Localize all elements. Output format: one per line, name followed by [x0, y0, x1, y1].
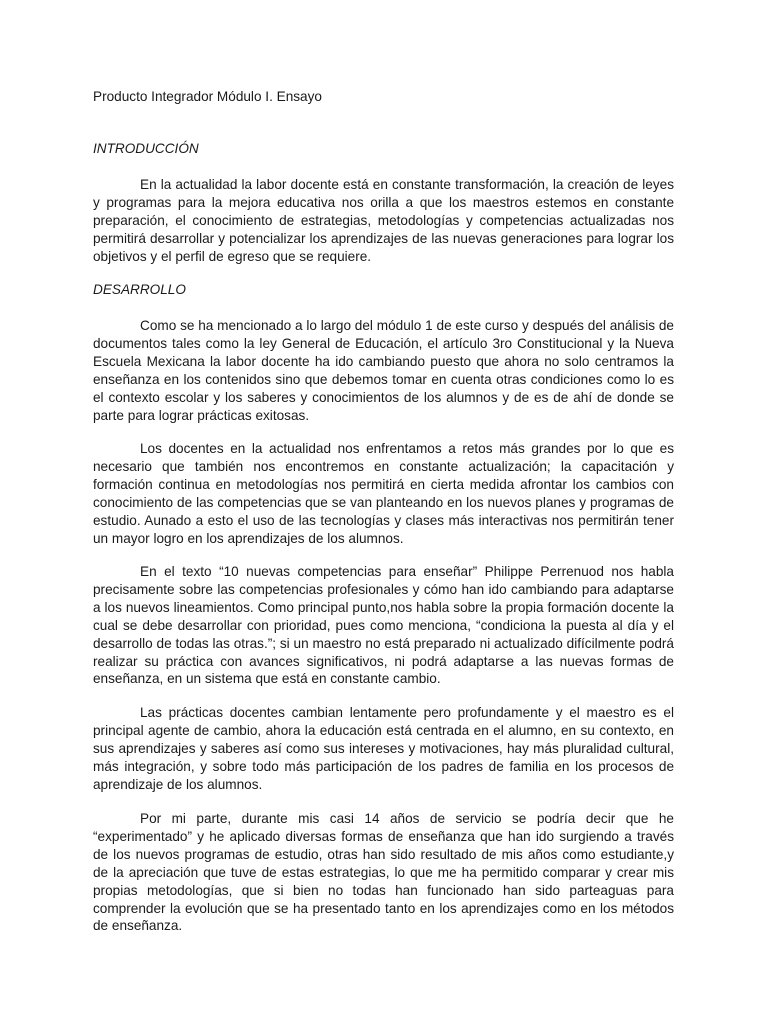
- paragraph-desarrollo-5: Por mi parte, durante mis casi 14 años de servicio se podría decir que he “experimentado” y he aplicado diversas formas de enseñanza que han ido surgiendo a través de los nuevos programas de estudio, otras han sido resultado de mis años como estudiante,y de la apreciación que tuve de estas estrategias, lo que me ha permitido comparar y crear mis propias metodologías, que si bien no todas han funcionado han sido parteaguas para comprender la evolución que se ha presentado tanto en los aprendizajes como en los métodos de enseñanza.: [93, 811, 674, 934]
- paragraph-desarrollo-3: En el texto “10 nuevas competencias para enseñar” Philippe Perrenuod nos habla precisamente sobre las competencias profesionales y cómo han ido cambiando para adaptarse a los nuevos lineamientos. Como principal punto,nos habla sobre la propia formación docente la cual se debe desarrollar con prioridad, pues como menciona, “condiciona la puesta al día y el desarrollo de todas las otras.”; si un maestro no está preparado ni actualizado difícilmente podrá realizar su práctica con avances significativos, ni podrá adaptarse a las nuevas formas de enseñanza, en un sistema que está en constante cambio.: [93, 564, 674, 687]
- paragraph-desarrollo-1: Como se ha mencionado a lo largo del módulo 1 de este curso y después del análisis de documentos tales como la ley General de Educación, el artículo 3ro Constitucional y la Nueva Escuela Mexicana la labor docente ha ido cambiando puesto que ahora no solo centramos la enseñanza en los contenidos sino que debemos tomar en cuenta otras condiciones como lo es el contexto escolar y los saberes y conocimientos de los alumnos y de es de ahí de donde se parte para lograr prácticas exitosas.: [93, 318, 674, 423]
- section-heading-desarrollo: DESARROLLO: [93, 282, 186, 297]
- paragraph-introduccion: En la actualidad la labor docente está en constante transformación, la creación de leyes y programas para la mejora educativa nos orilla a que los maestros estemos en constante preparación, el conocimiento de estrategias, metodologías y competencias actualizadas nos permitirá desarrollar y potencializar los aprendizajes de las nuevas generaciones para lograr los objetivos y el perfil de egreso que se requiere.: [93, 177, 674, 264]
- section-heading-introduccion: INTRODUCCIÓN: [93, 141, 199, 156]
- document-title: Producto Integrador Módulo I. Ensayo: [93, 89, 322, 104]
- paragraph-desarrollo-2: Los docentes en la actualidad nos enfrentamos a retos más grandes por lo que es necesario que también nos encontremos en constante actualización; la capacitación y formación continua en metodologías nos permitirá en cierta medida afrontar los cambios con conocimiento de las competencias que se van planteando en los nuevos planes y programas de estudio. Aunado a esto el uso de las tecnologías y clases más interactivas nos permitirán tener un mayor logro en los aprendizajes de los alumnos.: [93, 441, 674, 546]
- paragraph-desarrollo-4: Las prácticas docentes cambian lentamente pero profundamente y el maestro es el principal agente de cambio, ahora la educación está centrada en el alumno, en su contexto, en sus aprendizajes y saberes así como sus intereses y motivaciones, hay más pluralidad cultural, más integración, y sobre todo más participación de los padres de familia en los procesos de aprendizaje de los alumnos.: [93, 705, 674, 792]
